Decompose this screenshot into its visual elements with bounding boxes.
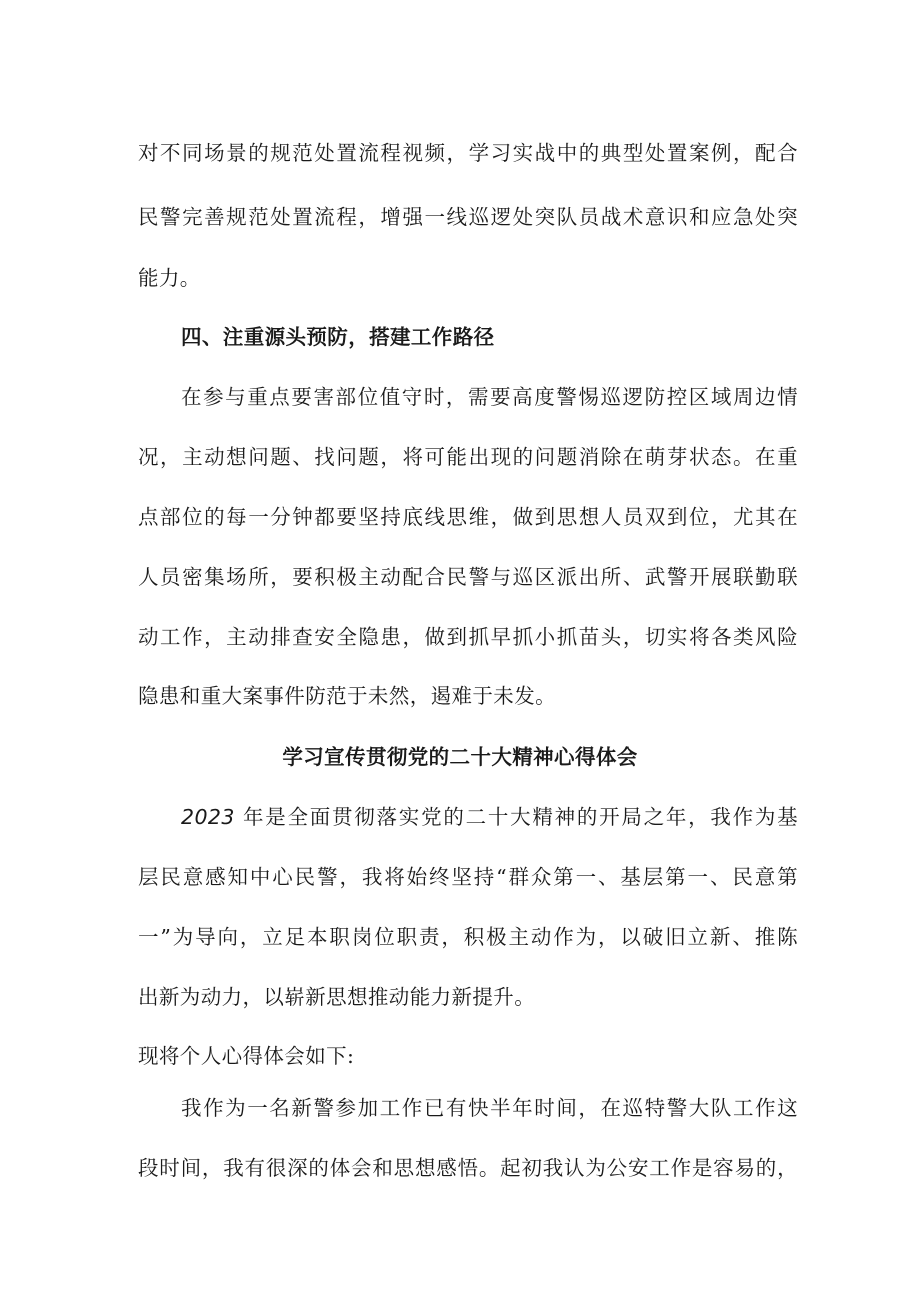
paragraph-line: 点部位的每一分钟都要坚持底线思维，做到思想人员双到位，尤其在 [138,505,798,529]
paragraph-line: 在参与重点要害部位值守时，需要高度警惕巡逻防控区域周边情 [181,385,798,409]
paragraph-line: 民警完善规范处置流程，增强一线巡逻处突队员战术意识和应急处突 [138,205,798,229]
paragraph-line: 层民意感知中心民警，我将始终坚持“群众第一、基层第一、民意第 [138,865,798,889]
paragraph-line: 我作为一名新警参加工作已有快半年时间，在巡特警大队工作这 [181,1096,798,1120]
paragraph-line: 况，主动想问题、找问题，将可能出现的问题消除在萌芽状态。在重 [138,445,798,469]
section-heading: 四、注重源头预防，搭建工作路径 [181,325,495,349]
paragraph-line: 段时间，我有很深的体会和思想感悟。起初我认为公安工作是容易的， [138,1156,798,1180]
document-title: 学习宣传贯彻党的二十大精神心得体会 [282,745,638,769]
paragraph-line: 出新为动力，以崭新思想推动能力新提升。 [138,985,536,1009]
paragraph-line [181,803,798,831]
paragraph-line: 对不同场景的规范处置流程视频，学习实战中的典型处置案例，配合 [138,141,798,165]
paragraph-line: 能力。 [138,266,201,290]
paragraph-line-text: 年是全面贯彻落实党的二十大精神的开局之年，我作为基 [234,805,798,829]
paragraph-line: 人员密集场所，要积极主动配合民警与巡区派出所、武警开展联勤联 [138,565,798,589]
paragraph-line: 一”为导向，立足本职岗位职责，积极主动作为，以破旧立新、推陈 [138,925,798,949]
paragraph-line: 隐患和重大案事件防范于未然，遏难于未发。 [138,684,556,708]
year-number: 2023 [181,805,235,829]
paragraph-line: 动工作，主动排查安全隐患，做到抓早抓小抓苗头，切实将各类风险 [138,625,798,649]
paragraph-line: 现将个人心得体会如下: [138,1044,355,1068]
